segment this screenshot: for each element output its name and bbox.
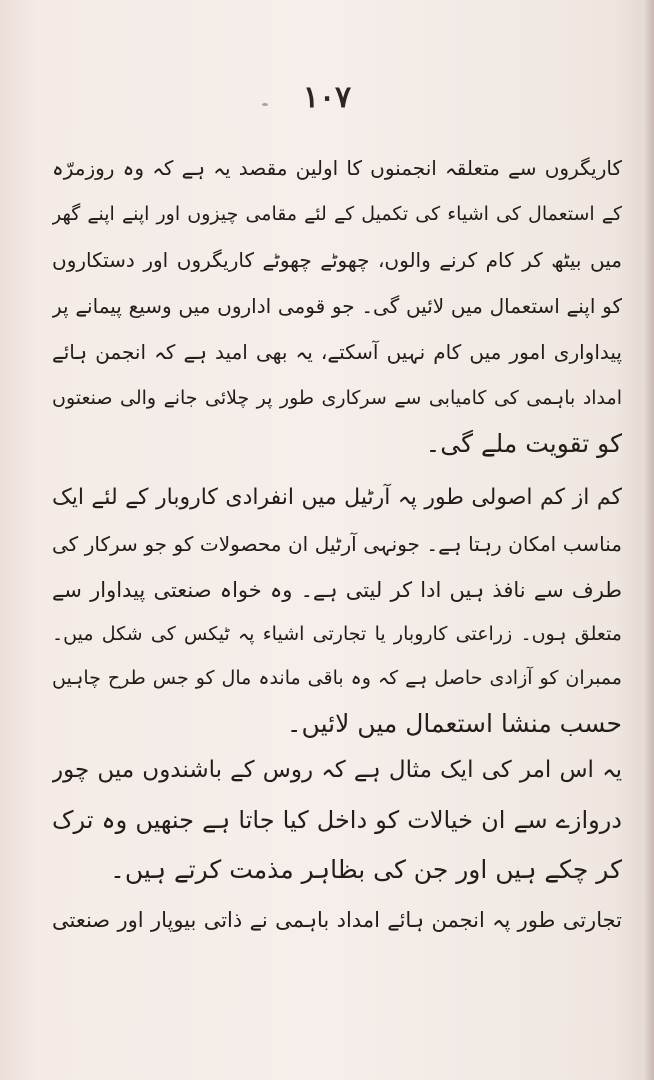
text-line: طرف سے نافذ ہیں ادا کر لیتی ہے۔ وہ خواہ صنعتی پیداوار سے — [52, 578, 622, 602]
text-line: میں بیٹھ کر کام کرنے والوں، چھوٹے چھوٹے کاریگروں اور دستکاروں — [52, 248, 622, 272]
page-edge-shadow — [644, 0, 654, 1080]
text-line: کے استعمال کی اشیاء کی تکمیل کے لئے مقامی چیزوں اور اپنے اپنے گھر — [52, 203, 622, 225]
text-line: امداد باہمی کی کامیابی سے سرکاری طور پر چلائی جانے والی صنعتوں — [52, 387, 622, 409]
text-line: ممبران کو آزادی حاصل ہے کہ وہ باقی ماندہ مال کو جس طرح چاہیں — [52, 667, 622, 689]
page-number: ۱۰۷ — [302, 80, 352, 115]
text-line: حسب منشا استعمال میں لائیں۔ — [286, 709, 622, 738]
text-line: یہ اس امر کی ایک مثال ہے کہ روس کے باشندوں میں چور — [52, 757, 622, 783]
text-line: متعلق ہوں۔ زراعتی کاروبار یا تجارتی اشیاء پہ ٹیکس کی شکل میں۔ — [52, 623, 622, 645]
text-line: کم از کم اصولی طور پہ آرٹیل میں انفرادی کاروبار کے لئے ایک — [52, 485, 622, 510]
text-line: کو تقویت ملے گی۔ — [425, 429, 622, 458]
text-line: دروازے سے ان خیالات کو داخل کیا جاتا ہے جنھیں وہ ترک — [52, 806, 622, 834]
text-line: کاریگروں سے متعلقہ انجمنوں کا اولین مقصد یہ ہے کہ وہ روزمرّہ — [52, 156, 622, 180]
text-line: تجارتی طور پہ انجمن ہائے امداد باہمی نے ذاتی بیوپار اور صنعتی — [52, 908, 622, 932]
text-line: پیداواری امور میں کام نہیں آسکتے، یہ بھی امید ہے کہ انجمن ہائے — [52, 340, 622, 364]
text-line: کو اپنے استعمال میں لائیں گی۔ جو قومی اداروں میں وسیع پیمانے پر — [52, 294, 622, 318]
text-line: کر چکے ہیں اور جن کی بظاہر مذمت کرتے ہیں۔ — [110, 855, 622, 884]
text-line: مناسب امکان رہتا ہے۔ جونہی آرٹیل ان محصولات کو جو سرکار کی — [52, 532, 622, 556]
